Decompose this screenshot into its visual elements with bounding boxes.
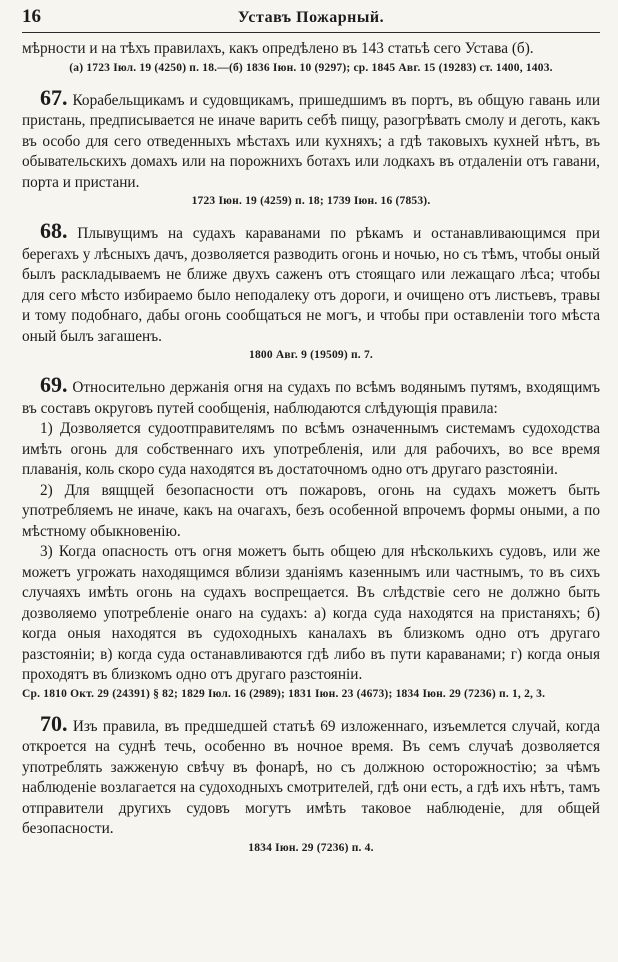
- article-70: [22, 710, 600, 856]
- article-number: 68.: [40, 218, 68, 243]
- article-68: [22, 218, 600, 363]
- article-reference: 1834 Іюн. 29 (7236) п. 4.: [248, 841, 374, 854]
- article-text: Относительно держанія огня на судахъ по всѣмъ водянымъ путямъ, входящимъ въ составъ округовъ путей сообщенія, наблюдаются слѣдующія правила:: [22, 379, 600, 417]
- article-reference: Ср. 1810 Окт. 29 (24391) § 82; 1829 Іюл. 16 (2989); 1831 Іюн. 23 (4673); 1834 Іюн. 29 (7236) п. 1, 2, 3.: [22, 687, 546, 700]
- continuation-text: мѣрности и на тѣхъ правилахъ, какъ опредѣлено въ 143 статьѣ сего Устава (б).: [22, 40, 534, 57]
- article-text: Изъ правила, въ предшедшей статьѣ 69 изложеннаго, изъемлется случай, когда откроется на суднѣ течь, особенно въ ночное время. Въ семъ случаѣ дозволяется употреблять зажженую свѣчу въ фонарѣ, но съ должною осторожностію; за чѣмъ наблюденіе возлагается на судоходныхъ смотрителей, гдѣ они есть, а гдѣ ихъ нѣтъ, тамъ отправители другихъ судовъ могутъ имѣть таковое наблюденіе, для общей безопасности.: [22, 717, 600, 837]
- continuation-reference: (а) 1723 Іюл. 19 (4250) п. 18.—(б) 1836 Іюн. 10 (9297); ср. 1845 Авг. 15 (19283) ст. 1400, 1403.: [69, 61, 553, 74]
- article-68-paragraph: [22, 218, 600, 347]
- page-header: [22, 6, 600, 33]
- article-number: 69.: [40, 372, 68, 397]
- running-title: Уставъ Пожарный.: [237, 9, 385, 26]
- article-69-item-3: 3) Когда опасность отъ огня можетъ быть общею для нѣсколькихъ судовъ, или же можетъ угрожать находящимся вблизи зданіямъ казеннымъ или частнымъ, то въ сихъ случаяхъ имѣть огонь на судахъ воспрещается. Въ слѣдствіе сего не должно быть дозволяемо употребленіе онаго на судахъ: а) когда суда находятся на пристаняхъ; б) когда оныя находятся въ судоходныхъ каналахъ въ близкомъ одно отъ другаго разстояніи; в) когда суда останавливаются гдѣ либо въ пути караванами; г) когда оныя проходятъ въ близкомъ одно отъ другаго разстояніи.: [22, 543, 600, 683]
- continuation-block: [22, 39, 600, 76]
- article-70-paragraph: [22, 710, 600, 840]
- page-number: 16: [22, 6, 41, 27]
- article-number: 67.: [40, 84, 68, 110]
- article-69: [22, 372, 600, 702]
- article-67: [22, 84, 601, 210]
- article-reference: 1800 Авг. 9 (19509) п. 7.: [249, 349, 373, 361]
- article-text: Плывущимъ на судахъ караванами по рѣкамъ и останавливающимся при берегахъ у лѣсныхъ дачъ, дозволяется разводить огонь и ночью, но съ тѣмъ, чтобы оный былъ раскладываемъ не ближе двухъ саженъ отъ стоящаго или лежащаго лѣса; чтобы для сего мѣсто избираемо было неподалеку отъ дороги, и очищено отъ листьевъ, травы и тому подобнаго, дабы огонь сообщаться не могъ, и чтобы при оставленіи того мѣста оный былъ загашенъ.: [22, 225, 600, 345]
- article-69-item-2: 2) Для вящщей безопасности отъ пожаровъ, огонь на судахъ можетъ быть употребляемъ не иначе, какъ на очагахъ, безъ особенной впрочемъ формы оными, а по мѣстному обыкновенію.: [22, 481, 600, 540]
- article-reference: 1723 Іюн. 19 (4259) п. 18; 1739 Іюн. 16 (7853).: [191, 195, 431, 207]
- article-69-item-1: 1) Дозволяется судоотправителямъ по всѣмъ означеннымъ системамъ судоходства имѣть огонь для собственнаго ихъ употребленія, или для рабочихъ, во все время плаванія, коль скоро суда находятся въ достаточномъ одно отъ другаго разстояніи.: [22, 420, 600, 478]
- article-67-paragraph: [22, 84, 601, 194]
- article-69-paragraph: [22, 372, 600, 419]
- article-number: 70.: [40, 710, 68, 736]
- article-text: Корабельщикамъ и судовщикамъ, пришедшимъ въ портъ, въ общую гавань или пристань, предписывается не иначе варить себѣ пищу, разогрѣвать смолу и деготь, какъ въ особо для сего отведенныхъ мѣстахъ или кухняхъ; а гдѣ таковыхъ кухней нѣтъ, въ обывательскихъ домахъ или на порожнихъ ботахъ или лодкахъ въ отдаленіи отъ гавани, порта и пристани.: [22, 91, 601, 191]
